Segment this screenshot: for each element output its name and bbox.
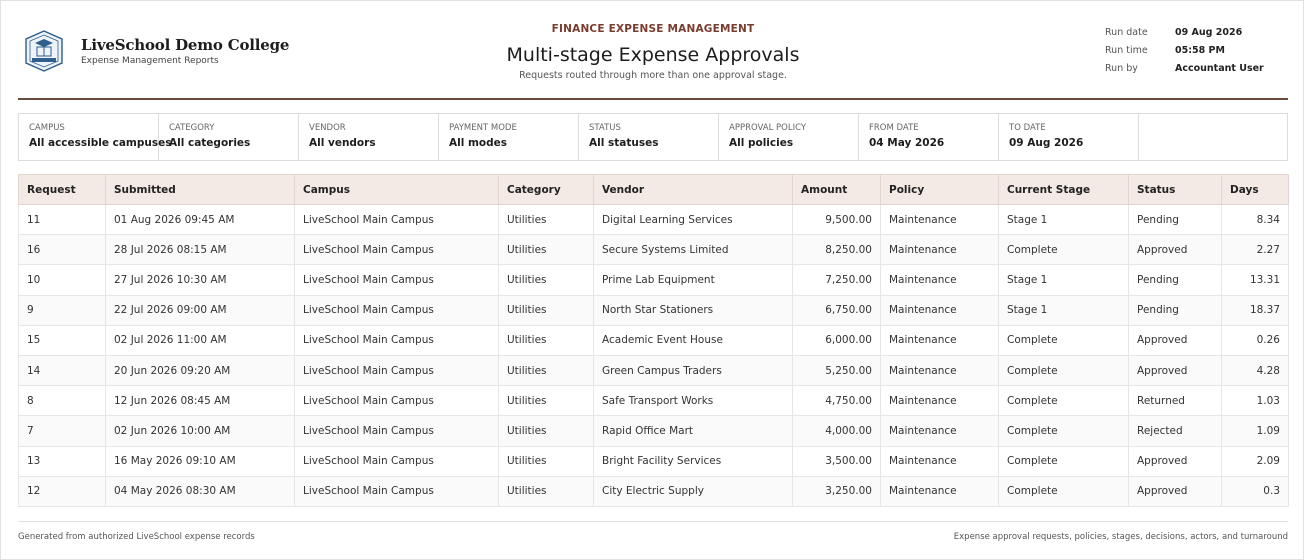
cell-submitted: 28 Jul 2026 08:15 AM (106, 235, 295, 265)
cell-campus: LiveSchool Main Campus (295, 325, 499, 355)
run-date-value: 09 Aug 2026 (1175, 27, 1243, 38)
filter-status (579, 114, 719, 160)
cell-category: Utilities (499, 416, 594, 446)
cell-days: 13.31 (1222, 265, 1289, 295)
cell-policy: Maintenance (881, 416, 999, 446)
cell-current-stage: Complete (999, 386, 1129, 416)
cell-policy: Maintenance (881, 205, 999, 235)
cell-status: Returned (1129, 386, 1222, 416)
cell-status: Pending (1129, 265, 1222, 295)
table-row (19, 325, 1289, 355)
cell-amount: 7,250.00 (793, 265, 881, 295)
cell-campus: LiveSchool Main Campus (295, 355, 499, 385)
cell-request: 14 (19, 355, 106, 385)
cell-amount: 4,000.00 (793, 416, 881, 446)
cell-vendor: Digital Learning Services (594, 205, 793, 235)
cell-category: Utilities (499, 386, 594, 416)
cell-campus: LiveSchool Main Campus (295, 295, 499, 325)
table-row (19, 386, 1289, 416)
column-header-policy: Policy (881, 175, 999, 205)
run-time-value: 05:58 PM (1175, 45, 1225, 56)
column-header-amount: Amount (793, 175, 881, 205)
header-row (19, 175, 1289, 205)
filter-value: All statuses (589, 137, 659, 149)
cell-request: 15 (19, 325, 106, 355)
cell-vendor: Academic Event House (594, 325, 793, 355)
filter-label: CATEGORY (169, 123, 215, 133)
run-by-value: Accountant User (1175, 63, 1264, 74)
cell-days: 1.03 (1222, 386, 1289, 416)
cell-campus: LiveSchool Main Campus (295, 265, 499, 295)
cell-submitted: 22 Jul 2026 09:00 AM (106, 295, 295, 325)
cell-status: Approved (1129, 355, 1222, 385)
column-header-submitted: Submitted (106, 175, 295, 205)
cell-current-stage: Stage 1 (999, 205, 1129, 235)
cell-days: 4.28 (1222, 355, 1289, 385)
filter-from-date (859, 114, 999, 160)
cell-status: Rejected (1129, 416, 1222, 446)
column-header-request: Request (19, 175, 106, 205)
cell-days: 0.26 (1222, 325, 1289, 355)
filter-value: All policies (729, 137, 794, 149)
cell-current-stage: Stage 1 (999, 265, 1129, 295)
footer-right-text: Expense approval requests, policies, stages, decisions, actors, and turnaround (953, 532, 1288, 542)
cell-current-stage: Complete (999, 325, 1129, 355)
cell-campus: LiveSchool Main Campus (295, 446, 499, 476)
cell-current-stage: Complete (999, 416, 1129, 446)
college-subtitle: Expense Management Reports (81, 56, 219, 66)
footer-left-text: Generated from authorized LiveSchool expense records (18, 532, 255, 542)
cell-campus: LiveSchool Main Campus (295, 235, 499, 265)
cell-request: 10 (19, 265, 106, 295)
cell-request: 7 (19, 416, 106, 446)
cell-status: Approved (1129, 325, 1222, 355)
table-header (19, 175, 1289, 205)
column-header-vendor: Vendor (594, 175, 793, 205)
filter-value: 09 Aug 2026 (1009, 137, 1084, 149)
cell-days: 2.09 (1222, 446, 1289, 476)
cell-category: Utilities (499, 446, 594, 476)
filter-category (159, 114, 299, 160)
page-title: Multi-stage Expense Approvals (506, 44, 800, 66)
cell-policy: Maintenance (881, 476, 999, 506)
cell-status: Pending (1129, 205, 1222, 235)
cell-campus: LiveSchool Main Campus (295, 386, 499, 416)
filter-to-date (999, 114, 1139, 160)
cell-request: 8 (19, 386, 106, 416)
run-date-row (1105, 27, 1285, 45)
approvals-table (18, 174, 1289, 507)
cell-request: 9 (19, 295, 106, 325)
cell-amount: 4,750.00 (793, 386, 881, 416)
cell-submitted: 02 Jun 2026 10:00 AM (106, 416, 295, 446)
cell-vendor: Rapid Office Mart (594, 416, 793, 446)
column-header-status: Status (1129, 175, 1222, 205)
filter-label: PAYMENT MODE (449, 123, 517, 133)
cell-request: 12 (19, 476, 106, 506)
cell-policy: Maintenance (881, 325, 999, 355)
table-row (19, 265, 1289, 295)
cell-current-stage: Stage 1 (999, 295, 1129, 325)
run-info (1105, 27, 1285, 81)
cell-days: 1.09 (1222, 416, 1289, 446)
cell-category: Utilities (499, 205, 594, 235)
report-header (18, 1, 1288, 100)
filter-payment-mode (439, 114, 579, 160)
filter-vendor (299, 114, 439, 160)
column-header-campus: Campus (295, 175, 499, 205)
cell-policy: Maintenance (881, 355, 999, 385)
cell-amount: 3,250.00 (793, 476, 881, 506)
table-row (19, 205, 1289, 235)
cell-vendor: Secure Systems Limited (594, 235, 793, 265)
cell-category: Utilities (499, 235, 594, 265)
cell-status: Approved (1129, 476, 1222, 506)
cell-vendor: North Star Stationers (594, 295, 793, 325)
filter-value: All modes (449, 137, 508, 149)
cell-amount: 8,250.00 (793, 235, 881, 265)
cell-request: 16 (19, 235, 106, 265)
filter-campus (19, 114, 172, 160)
cell-category: Utilities (499, 295, 594, 325)
cell-vendor: City Electric Supply (594, 476, 793, 506)
table-body (19, 205, 1289, 507)
page-subtitle: Requests routed through more than one approval stage. (519, 70, 787, 81)
filter-label: VENDOR (309, 123, 346, 133)
filter-value: 04 May 2026 (869, 137, 945, 149)
filter-label: STATUS (589, 123, 621, 133)
cell-vendor: Green Campus Traders (594, 355, 793, 385)
filter-value: All accessible campuses (29, 137, 172, 149)
table-row (19, 416, 1289, 446)
cell-amount: 9,500.00 (793, 205, 881, 235)
cell-days: 18.37 (1222, 295, 1289, 325)
filter-label: FROM DATE (869, 123, 919, 133)
table-row (19, 355, 1289, 385)
cell-current-stage: Complete (999, 355, 1129, 385)
filter-label: CAMPUS (29, 123, 65, 133)
table-row (19, 295, 1289, 325)
cell-policy: Maintenance (881, 295, 999, 325)
college-name: LiveSchool Demo College (81, 36, 290, 54)
cell-submitted: 02 Jul 2026 11:00 AM (106, 325, 295, 355)
cell-amount: 3,500.00 (793, 446, 881, 476)
cell-amount: 6,000.00 (793, 325, 881, 355)
cell-amount: 6,750.00 (793, 295, 881, 325)
report-title-block (453, 23, 853, 81)
cell-request: 13 (19, 446, 106, 476)
cell-status: Pending (1129, 295, 1222, 325)
cell-campus: LiveSchool Main Campus (295, 476, 499, 506)
filter-approval-policy (719, 114, 859, 160)
column-header-category: Category (499, 175, 594, 205)
college-crest-icon (24, 30, 64, 72)
run-date-label: Run date (1105, 27, 1148, 38)
cell-vendor: Safe Transport Works (594, 386, 793, 416)
cell-status: Approved (1129, 446, 1222, 476)
table-row (19, 235, 1289, 265)
cell-days: 2.27 (1222, 235, 1289, 265)
cell-current-stage: Complete (999, 446, 1129, 476)
run-by-label: Run by (1105, 63, 1138, 74)
cell-amount: 5,250.00 (793, 355, 881, 385)
cell-campus: LiveSchool Main Campus (295, 416, 499, 446)
cell-days: 0.3 (1222, 476, 1289, 506)
filter-label: TO DATE (1009, 123, 1046, 133)
cell-category: Utilities (499, 476, 594, 506)
module-label: FINANCE EXPENSE MANAGEMENT (551, 23, 755, 35)
cell-submitted: 01 Aug 2026 09:45 AM (106, 205, 295, 235)
cell-category: Utilities (499, 265, 594, 295)
cell-submitted: 04 May 2026 08:30 AM (106, 476, 295, 506)
cell-current-stage: Complete (999, 235, 1129, 265)
cell-vendor: Prime Lab Equipment (594, 265, 793, 295)
run-by-row (1105, 63, 1285, 81)
cell-current-stage: Complete (999, 476, 1129, 506)
cell-category: Utilities (499, 325, 594, 355)
cell-vendor: Bright Facility Services (594, 446, 793, 476)
cell-policy: Maintenance (881, 386, 999, 416)
cell-days: 8.34 (1222, 205, 1289, 235)
column-header-current-stage: Current Stage (999, 175, 1129, 205)
cell-policy: Maintenance (881, 265, 999, 295)
cell-policy: Maintenance (881, 235, 999, 265)
filter-value: All categories (169, 137, 251, 149)
table-row (19, 476, 1289, 506)
filter-label: APPROVAL POLICY (729, 123, 807, 133)
filter-empty (1139, 114, 1287, 160)
run-time-label: Run time (1105, 45, 1148, 56)
cell-submitted: 27 Jul 2026 10:30 AM (106, 265, 295, 295)
filter-summary (18, 113, 1288, 161)
cell-policy: Maintenance (881, 446, 999, 476)
cell-status: Approved (1129, 235, 1222, 265)
cell-category: Utilities (499, 355, 594, 385)
cell-submitted: 12 Jun 2026 08:45 AM (106, 386, 295, 416)
cell-submitted: 20 Jun 2026 09:20 AM (106, 355, 295, 385)
cell-request: 11 (19, 205, 106, 235)
approvals-table-wrap (18, 174, 1288, 507)
cell-submitted: 16 May 2026 09:10 AM (106, 446, 295, 476)
table-row (19, 446, 1289, 476)
column-header-days: Days (1222, 175, 1289, 205)
report-footer (18, 521, 1288, 542)
run-time-row (1105, 45, 1285, 63)
cell-campus: LiveSchool Main Campus (295, 205, 499, 235)
filter-value: All vendors (309, 137, 376, 149)
